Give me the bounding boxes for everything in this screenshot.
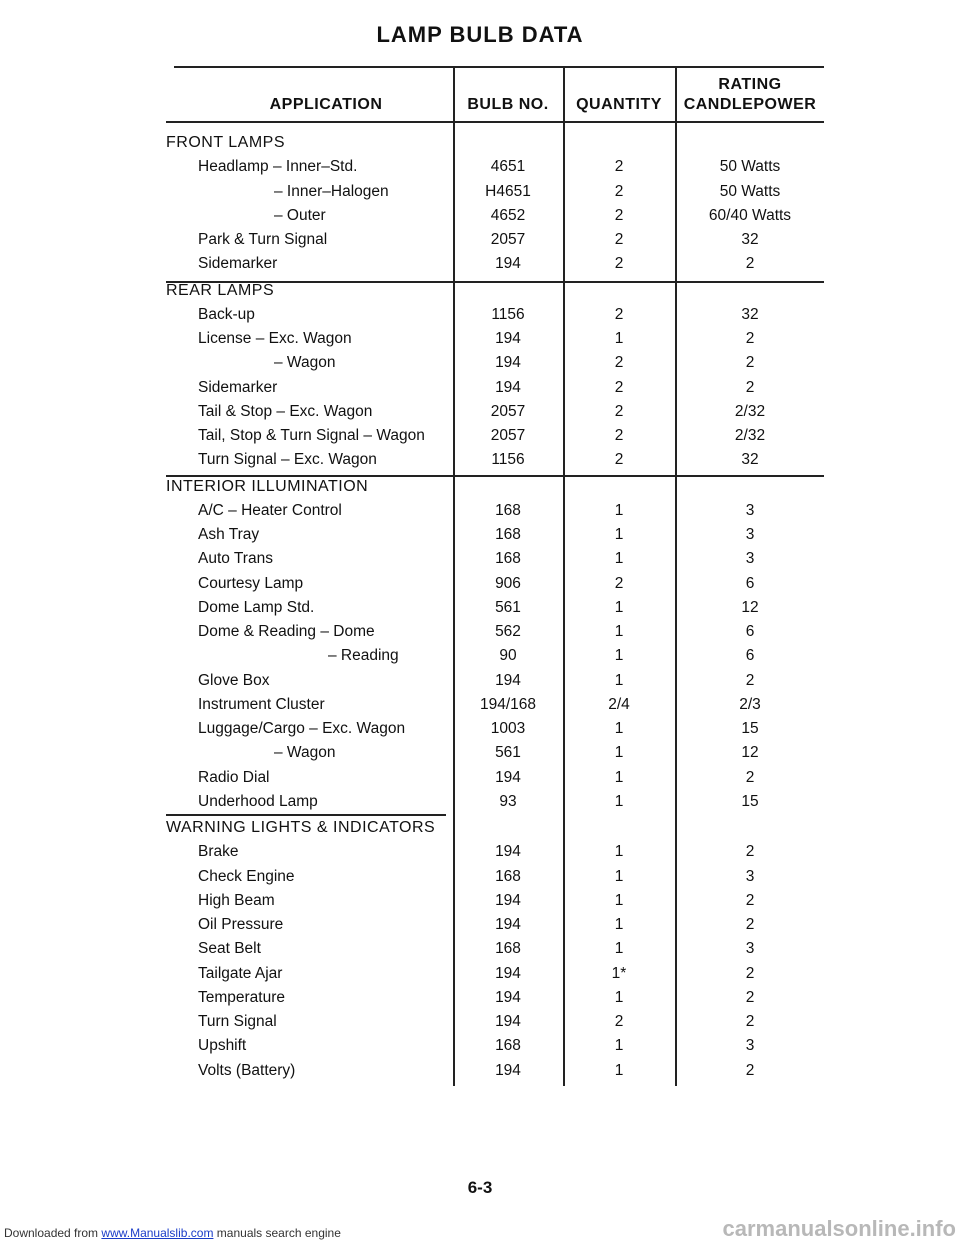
section-header-row [166, 282, 824, 306]
table-row [166, 989, 824, 1013]
page-title: LAMP BULB DATA [376, 22, 584, 47]
rating-cell: 32 [741, 451, 759, 468]
bulb-number-cell: 561 [495, 599, 521, 616]
application-cell: Volts (Battery) [198, 1062, 296, 1079]
quantity-cell: 2 [614, 183, 624, 200]
rating-cell: 2 [745, 379, 755, 396]
bulb-number-cell: 1003 [490, 720, 526, 737]
bulb-number-cell: 4651 [490, 158, 526, 175]
bulb-number-cell: 1156 [491, 451, 525, 468]
table-row [166, 672, 824, 696]
table-row [166, 916, 824, 940]
table-row [166, 158, 824, 182]
application-cell: Dome & Reading – Dome [198, 623, 375, 640]
download-prefix: Downloaded from [4, 1226, 99, 1240]
quantity-cell: 2 [614, 231, 624, 248]
bulb-number-cell: 194 [495, 892, 521, 909]
application-cell: Back-up [198, 306, 255, 323]
bulb-number-cell: 168 [495, 526, 521, 543]
quantity-cell: 1 [614, 892, 624, 909]
section-title: WARNING LIGHTS & INDICATORS [166, 819, 436, 836]
quantity-cell: 1 [614, 940, 624, 957]
application-cell: Tailgate Ajar [198, 965, 283, 982]
download-notice [4, 1226, 341, 1240]
rating-cell: 50 Watts [719, 158, 781, 175]
bulb-number-cell: 194 [495, 255, 521, 272]
quantity-cell: 1 [614, 550, 624, 567]
quantity-cell: 2 [614, 1013, 624, 1030]
table-row [166, 696, 824, 720]
table-top-rule [174, 66, 824, 68]
table-row [166, 403, 824, 427]
bulb-number-cell: 93 [499, 793, 517, 810]
bulb-number-cell: 2057 [490, 427, 526, 444]
application-cell: Tail, Stop & Turn Signal – Wagon [198, 427, 425, 444]
application-cell: Dome Lamp Std. [198, 599, 315, 616]
quantity-cell: 1 [614, 916, 624, 933]
quantity-cell: 2 [614, 255, 624, 272]
bulb-number-cell: 168 [495, 940, 521, 957]
application-cell: Courtesy Lamp [198, 575, 304, 592]
quantity-cell: 2 [614, 575, 624, 592]
rating-cell: 2 [745, 965, 755, 982]
application-cell: Glove Box [198, 672, 270, 689]
rating-cell: 2 [745, 989, 755, 1006]
rating-cell: 2/3 [739, 696, 761, 713]
application-cell: Auto Trans [198, 550, 273, 567]
rating-cell: 3 [745, 1037, 755, 1054]
quantity-cell: 2 [614, 451, 624, 468]
application-cell: High Beam [198, 892, 275, 909]
quantity-cell: 1 [614, 526, 624, 543]
rating-cell: 2 [745, 354, 755, 371]
quantity-cell: 1 [614, 868, 624, 885]
quantity-cell: 1 [614, 647, 624, 664]
application-cell: Ash Tray [198, 526, 260, 543]
rating-cell: 6 [745, 647, 755, 664]
rating-cell: 2 [745, 255, 755, 272]
section-title: REAR LAMPS [166, 282, 275, 299]
table-row [166, 1037, 824, 1061]
rating-cell: 2 [745, 672, 755, 689]
application-cell: Turn Signal [198, 1013, 277, 1030]
quantity-cell: 1 [614, 1062, 624, 1079]
section-title: FRONT LAMPS [166, 134, 285, 151]
application-cell: Underhood Lamp [198, 793, 318, 810]
table-row [166, 892, 824, 916]
bulb-number-cell: 194/168 [479, 696, 537, 713]
bulb-number-cell: 1156 [491, 306, 525, 323]
application-cell: Sidemarker [198, 379, 278, 396]
quantity-cell: 1 [614, 744, 624, 761]
table-row [166, 354, 824, 378]
quantity-cell: 1 [614, 769, 624, 786]
rating-cell: 32 [741, 306, 759, 323]
quantity-cell: 1 [614, 599, 624, 616]
rating-cell: 12 [741, 599, 759, 616]
application-cell: Check Engine [198, 868, 295, 885]
quantity-cell: 1 [614, 330, 624, 347]
application-cell: Luggage/Cargo – Exc. Wagon [198, 720, 406, 737]
table-row [166, 623, 824, 647]
table-row [166, 868, 824, 892]
quantity-cell: 2/4 [608, 696, 630, 713]
lamp-bulb-table [166, 66, 824, 1106]
page-number: 6-3 [467, 1178, 493, 1197]
bulb-number-cell: 194 [495, 989, 521, 1006]
quantity-cell: 2 [614, 158, 624, 175]
rating-cell: 2 [745, 330, 755, 347]
rating-cell: 15 [741, 720, 759, 737]
application-cell: A/C – Heater Control [198, 502, 342, 519]
bulb-number-cell: 194 [495, 916, 521, 933]
rating-cell: 3 [745, 550, 755, 567]
table-row [166, 599, 824, 623]
rating-cell: 32 [741, 231, 759, 248]
application-cell: Headlamp – Inner–Std. [198, 158, 358, 175]
table-row [166, 255, 824, 279]
application-cell: License – Exc. Wagon [198, 330, 352, 347]
application-cell: Tail & Stop – Exc. Wagon [198, 403, 373, 420]
table-row [166, 526, 824, 550]
bulb-number-cell: 194 [495, 672, 521, 689]
rating-cell: 2 [745, 843, 755, 860]
application-cell: – Inner–Halogen [274, 183, 389, 200]
table-row [166, 1062, 824, 1086]
quantity-cell: 1 [614, 672, 624, 689]
table-row [166, 550, 824, 574]
table-row [166, 183, 824, 207]
quantity-cell: 2 [614, 207, 624, 224]
table-row [166, 207, 824, 231]
bulb-number-cell: 194 [495, 354, 521, 371]
rating-cell: 12 [741, 744, 759, 761]
application-cell: – Wagon [274, 744, 336, 761]
quantity-cell: 1 [614, 989, 624, 1006]
application-cell: Radio Dial [198, 769, 270, 786]
table-row [166, 647, 824, 671]
bulb-number-cell: 168 [495, 502, 521, 519]
rating-cell: 3 [745, 868, 755, 885]
bulb-number-cell: 194 [495, 965, 521, 982]
quantity-cell: 1 [614, 720, 624, 737]
rating-cell: 2 [745, 769, 755, 786]
bulb-number-cell: 2057 [490, 403, 526, 420]
bulb-number-cell: 2057 [490, 231, 526, 248]
bulb-number-cell: 562 [495, 623, 521, 640]
bulb-number-cell: 561 [495, 744, 521, 761]
bulb-number-cell: 906 [495, 575, 521, 592]
application-cell: Park & Turn Signal [198, 231, 328, 248]
rating-cell: 2 [745, 916, 755, 933]
table-row [166, 769, 824, 793]
bulb-number-cell: 194 [495, 1013, 521, 1030]
quantity-cell: 1 [614, 793, 624, 810]
table-row [166, 1013, 824, 1037]
application-cell: Sidemarker [198, 255, 278, 272]
rating-cell: 6 [745, 623, 755, 640]
section-rule-interior [166, 475, 824, 477]
table-row [166, 793, 824, 817]
quantity-cell: 1 [614, 843, 624, 860]
table-row [166, 744, 824, 768]
rating-cell: 2/32 [734, 403, 766, 420]
header-application: APPLICATION [269, 96, 383, 113]
section-header-row [166, 819, 824, 843]
table-row [166, 965, 824, 989]
header-bottom-rule [166, 121, 824, 123]
quantity-cell: 1 [614, 1037, 624, 1054]
watermark: carmanualsonline.info [722, 1216, 956, 1241]
table-row [166, 379, 824, 403]
application-cell: – Reading [328, 647, 399, 664]
quantity-cell: 1 [614, 623, 624, 640]
bulb-number-cell: H4651 [485, 183, 531, 200]
rating-cell: 15 [741, 793, 759, 810]
quantity-cell: 2 [614, 306, 624, 323]
application-cell: Seat Belt [198, 940, 261, 957]
application-cell: – Outer [274, 207, 326, 224]
bulb-number-cell: 168 [495, 868, 521, 885]
rating-cell: 3 [745, 940, 755, 957]
table-row [166, 502, 824, 526]
application-cell: Turn Signal – Exc. Wagon [198, 451, 377, 468]
bulb-number-cell: 194 [495, 379, 521, 396]
rating-cell: 6 [745, 575, 755, 592]
application-cell: – Wagon [274, 354, 336, 371]
quantity-cell: 2 [614, 403, 624, 420]
header-rating-line2: CANDLEPOWER [683, 96, 817, 113]
rating-cell: 2/32 [734, 427, 766, 444]
rating-cell: 2 [745, 1062, 755, 1079]
table-row [166, 843, 824, 867]
manualslib-link[interactable]: www.Manualslib.com [101, 1226, 214, 1240]
header-rating-line1: RATING [718, 76, 782, 93]
rating-cell: 3 [745, 502, 755, 519]
header-bulb-no: BULB NO. [467, 96, 549, 113]
quantity-cell: 1 [614, 502, 624, 519]
rating-cell: 2 [745, 892, 755, 909]
rating-cell: 50 Watts [719, 183, 781, 200]
application-cell: Oil Pressure [198, 916, 284, 933]
quantity-cell: 2 [614, 354, 624, 371]
rating-cell: 60/40 Watts [708, 207, 792, 224]
bulb-number-cell: 194 [495, 843, 521, 860]
table-row [166, 451, 824, 475]
rating-cell: 2 [745, 1013, 755, 1030]
table-row [166, 940, 824, 964]
bulb-number-cell: 90 [499, 647, 517, 664]
bulb-number-cell: 194 [495, 1062, 521, 1079]
bulb-number-cell: 4652 [490, 207, 526, 224]
bulb-number-cell: 194 [495, 769, 521, 786]
table-row [166, 231, 824, 255]
section-title: INTERIOR ILLUMINATION [166, 478, 369, 495]
application-cell: Brake [198, 843, 239, 860]
table-row [166, 330, 824, 354]
header-quantity: QUANTITY [576, 96, 662, 113]
bulb-number-cell: 168 [495, 1037, 521, 1054]
download-suffix: manuals search engine [216, 1226, 341, 1240]
section-header-row [166, 134, 824, 158]
table-row [166, 575, 824, 599]
bulb-number-cell: 194 [495, 330, 521, 347]
table-row [166, 720, 824, 744]
table-row [166, 306, 824, 330]
application-cell: Upshift [198, 1037, 247, 1054]
application-cell: Instrument Cluster [198, 696, 325, 713]
section-header-row [166, 478, 824, 502]
quantity-cell: 2 [614, 379, 624, 396]
table-row [166, 427, 824, 451]
application-cell: Temperature [198, 989, 286, 1006]
rating-cell: 3 [745, 526, 755, 543]
bulb-number-cell: 168 [495, 550, 521, 567]
quantity-cell: 1* [611, 965, 627, 982]
quantity-cell: 2 [614, 427, 624, 444]
